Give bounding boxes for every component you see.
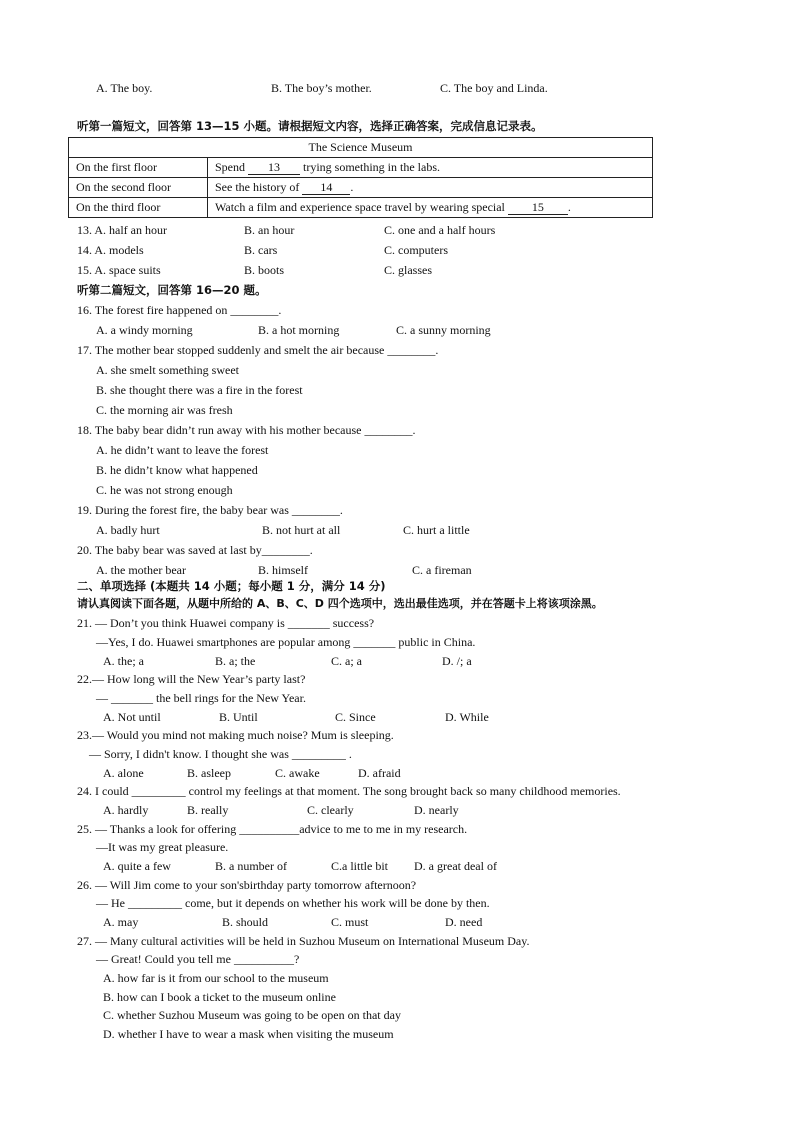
q20-option-c: C. a fireman	[412, 563, 472, 577]
q27-option-d: D. whether I have to wear a mask when visiting the museum	[103, 1027, 394, 1041]
q24-option-b: B. really	[187, 803, 229, 817]
q13-option-c: C. one and a half hours	[384, 223, 496, 237]
q22-option-b: B. Until	[219, 710, 258, 724]
section2-instruction: 听第二篇短文，回答第 16—20 题。	[77, 283, 267, 297]
q19-option-b: B. not hurt at all	[262, 523, 341, 537]
q16-option-a: A. a windy morning	[96, 323, 193, 337]
q15-option-c: C. glasses	[384, 263, 432, 277]
q27-option-b: B. how can I book a ticket to the museum online	[103, 990, 336, 1004]
q18-option-a: A. he didn’t want to leave the forest	[96, 443, 269, 457]
q26-option-a: A. may	[103, 915, 139, 929]
q16-option-b: B. a hot morning	[258, 323, 340, 337]
q24-line1: 24. I could _________ control my feelings at that moment. The song brought back so many childhood memories.	[77, 784, 621, 798]
q17-option-b: B. she thought there was a fire in the forest	[96, 383, 303, 397]
blank-14: 14	[302, 181, 350, 195]
table-title: The Science Museum	[69, 138, 653, 158]
q20-option-a: A. the mother bear	[96, 563, 186, 577]
q21-line2: —Yes, I do. Huawei smartphones are popular among _______ public in China.	[96, 635, 476, 649]
q18-option-c: C. he was not strong enough	[96, 483, 233, 497]
row-text-pre: Watch a film and experience space travel by wearing special	[215, 200, 508, 214]
q14-option-b: B. cars	[244, 243, 278, 257]
q25-option-a: A. quite a few	[103, 859, 171, 873]
q24-option-d: D. nearly	[414, 803, 459, 817]
q17-option-a: A. she smelt something sweet	[96, 363, 239, 377]
q17-option-c: C. the morning air was fresh	[96, 403, 233, 417]
row-text-pre: See the history of	[215, 180, 303, 194]
row-text-pre: Spend	[215, 160, 248, 174]
q25-option-b: B. a number of	[215, 859, 287, 873]
q23-option-b: B. asleep	[187, 766, 231, 780]
q12-option-c: C. The boy and Linda.	[440, 81, 548, 95]
q22-option-c: C. Since	[335, 710, 376, 724]
q20-option-b: B. himself	[258, 563, 308, 577]
table-cell-content	[208, 178, 653, 198]
table-row	[69, 158, 653, 178]
q18-stem: 18. The baby bear didn’t run away with his mother because ________.	[77, 423, 416, 437]
q25-option-c: C.a little bit	[331, 859, 388, 873]
q27-option-a: A. how far is it from our school to the museum	[103, 971, 329, 985]
q14-option-a: 14. A. models	[77, 243, 144, 257]
table-cell-floor: On the first floor	[69, 158, 208, 178]
q13-option-b: B. an hour	[244, 223, 295, 237]
q20-stem: 20. The baby bear was saved at last by________.	[77, 543, 313, 557]
part2-instruction: 请认真阅读下面各题，从题中所给的 A、B、C、D 四个选项中，选出最佳选项，并在答题卡上将该项涂黑。	[77, 597, 603, 610]
table-cell-content	[208, 158, 653, 178]
q21-option-a: A. the; a	[103, 654, 144, 668]
q16-option-c: C. a sunny morning	[396, 323, 491, 337]
q26-option-d: D. need	[445, 915, 483, 929]
q21-line1: 21. — Don’t you think Huawei company is _______ success?	[77, 616, 375, 630]
q22-line1: 22.— How long will the New Year’s party last?	[77, 672, 306, 686]
q19-option-a: A. badly hurt	[96, 523, 160, 537]
section1-instruction: 听第一篇短文，回答第 13—15 小题。请根据短文内容，选择正确答案，完成信息记录表。	[77, 119, 543, 133]
row-text-post: .	[350, 180, 354, 194]
q26-option-b: B. should	[222, 915, 269, 929]
q27-line2: — Great! Could you tell me __________?	[96, 952, 300, 966]
q23-line1: 23.— Would you mind not making much noise? Mum is sleeping.	[77, 728, 394, 742]
table-cell-floor: On the second floor	[69, 178, 208, 198]
science-museum-table	[68, 137, 653, 218]
q21-option-c: C. a; a	[331, 654, 362, 668]
blank-13: 13	[248, 161, 300, 175]
q25-line1: 25. — Thanks a look for offering __________advice to me to me in my research.	[77, 822, 468, 836]
q22-option-d: D. While	[445, 710, 489, 724]
q22-line2: — _______ the bell rings for the New Year.	[96, 691, 306, 705]
table-cell-content	[208, 198, 653, 218]
q22-option-a: A. Not until	[103, 710, 161, 724]
table-cell-floor: On the third floor	[69, 198, 208, 218]
q27-line1: 27. — Many cultural activities will be held in Suzhou Museum on International Museum Day.	[77, 934, 530, 948]
q15-option-a: 15. A. space suits	[77, 263, 161, 277]
q23-line2: — Sorry, I didn't know. I thought she was _________ .	[89, 747, 352, 761]
table-row	[69, 178, 653, 198]
q21-option-d: D. /; a	[442, 654, 472, 668]
q24-option-a: A. hardly	[103, 803, 149, 817]
part2-heading: 二、单项选择 (本题共 14 小题；每小题 1 分，满分 14 分)	[77, 579, 386, 593]
q18-option-b: B. he didn’t know what happened	[96, 463, 258, 477]
q27-option-c: C. whether Suzhou Museum was going to be open on that day	[103, 1008, 401, 1022]
row-text-post: trying something in the labs.	[300, 160, 440, 174]
q17-stem: 17. The mother bear stopped suddenly and smelt the air because ________.	[77, 343, 439, 357]
q21-option-b: B. a; the	[215, 654, 256, 668]
q23-option-c: C. awake	[275, 766, 320, 780]
q26-option-c: C. must	[331, 915, 369, 929]
q13-option-a: 13. A. half an hour	[77, 223, 167, 237]
q25-line2: —It was my great pleasure.	[96, 840, 229, 854]
q14-option-c: C. computers	[384, 243, 448, 257]
q26-line1: 26. — Will Jim come to your son'sbirthday party tomorrow afternoon?	[77, 878, 417, 892]
q23-option-d: D. afraid	[358, 766, 401, 780]
q26-line2: — He _________ come, but it depends on whether his work will be done by then.	[96, 896, 490, 910]
q19-stem: 19. During the forest fire, the baby bear was ________.	[77, 503, 343, 517]
q12-option-b: B. The boy’s mother.	[271, 81, 372, 95]
q24-option-c: C. clearly	[307, 803, 354, 817]
q25-option-d: D. a great deal of	[414, 859, 497, 873]
q23-option-a: A. alone	[103, 766, 144, 780]
blank-15: 15	[508, 201, 568, 215]
q16-stem: 16. The forest fire happened on ________.	[77, 303, 282, 317]
table-row	[69, 198, 653, 218]
q19-option-c: C. hurt a little	[403, 523, 470, 537]
q12-option-a: A. The boy.	[96, 81, 153, 95]
row-text-post: .	[567, 200, 571, 214]
q15-option-b: B. boots	[244, 263, 285, 277]
